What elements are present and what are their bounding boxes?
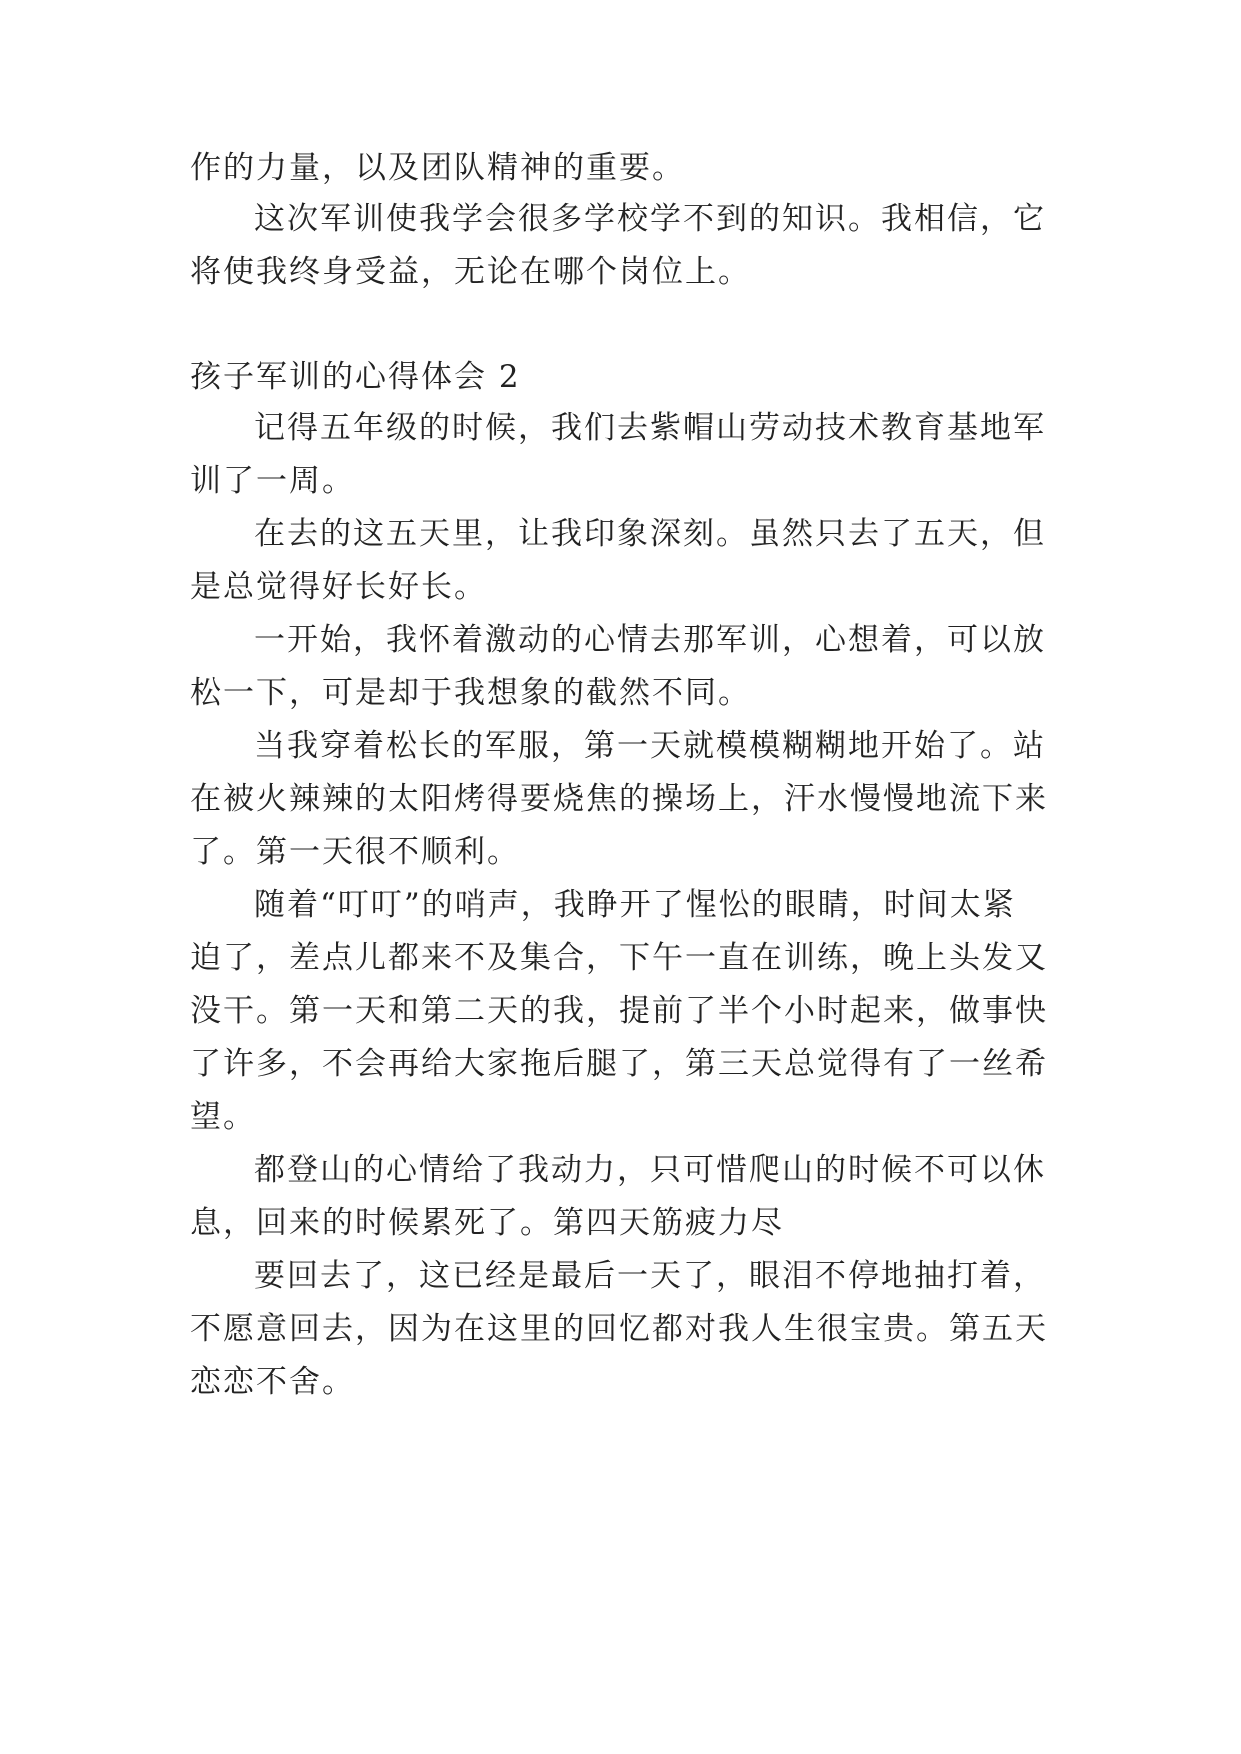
paragraph-line: 望。 xyxy=(190,1099,256,1135)
paragraph-line: 将使我终身受益，无论在哪个岗位上。 xyxy=(190,254,751,290)
paragraph-line: 在去的这五天里，让我印象深刻。虽然只去了五天，但 xyxy=(254,516,1046,552)
paragraph-line: 是总觉得好长好长。 xyxy=(190,569,487,605)
paragraph-line: 这次军训使我学会很多学校学不到的知识。我相信，它 xyxy=(254,201,1046,237)
paragraph-line: 息，回来的时候累死了。第四天筋疲力尽 xyxy=(190,1205,784,1241)
paragraph-line: 了。第一天很不顺利。 xyxy=(190,834,520,870)
paragraph-line: 要回去了，这已经是最后一天了，眼泪不停地抽打着， xyxy=(254,1258,1046,1294)
paragraph-line: 没干。第一天和第二天的我，提前了半个小时起来，做事快 xyxy=(190,993,1048,1029)
paragraph-line: 松一下，可是却于我想象的截然不同。 xyxy=(190,675,751,711)
paragraph-line: 作的力量，以及团队精神的重要。 xyxy=(190,150,685,186)
paragraph-line: 随着“叮叮”的哨声，我睁开了惺忪的眼睛，时间太紧 xyxy=(254,887,1016,923)
paragraph-line: 一开始，我怀着激动的心情去那军训，心想着，可以放 xyxy=(254,622,1046,658)
paragraph-line: 迫了，差点儿都来不及集合，下午一直在训练，晚上头发又 xyxy=(190,940,1048,976)
paragraph-line: 当我穿着松长的军服，第一天就模模糊糊地开始了。站 xyxy=(254,728,1046,764)
paragraph-line: 不愿意回去，因为在这里的回忆都对我人生很宝贵。第五天 xyxy=(190,1311,1048,1347)
paragraph-line: 记得五年级的时候，我们去紫帽山劳动技术教育基地军 xyxy=(254,410,1046,446)
section-heading: 孩子军训的心得体会 2 xyxy=(190,359,521,395)
paragraph-line: 训了一周。 xyxy=(190,463,355,499)
paragraph-line: 恋恋不舍。 xyxy=(190,1364,355,1400)
paragraph-line: 了许多，不会再给大家拖后腿了，第三天总觉得有了一丝希 xyxy=(190,1046,1048,1082)
paragraph-line: 都登山的心情给了我动力，只可惜爬山的时候不可以休 xyxy=(254,1152,1046,1188)
paragraph-line: 在被火辣辣的太阳烤得要烧焦的操场上，汗水慢慢地流下来 xyxy=(190,781,1048,817)
